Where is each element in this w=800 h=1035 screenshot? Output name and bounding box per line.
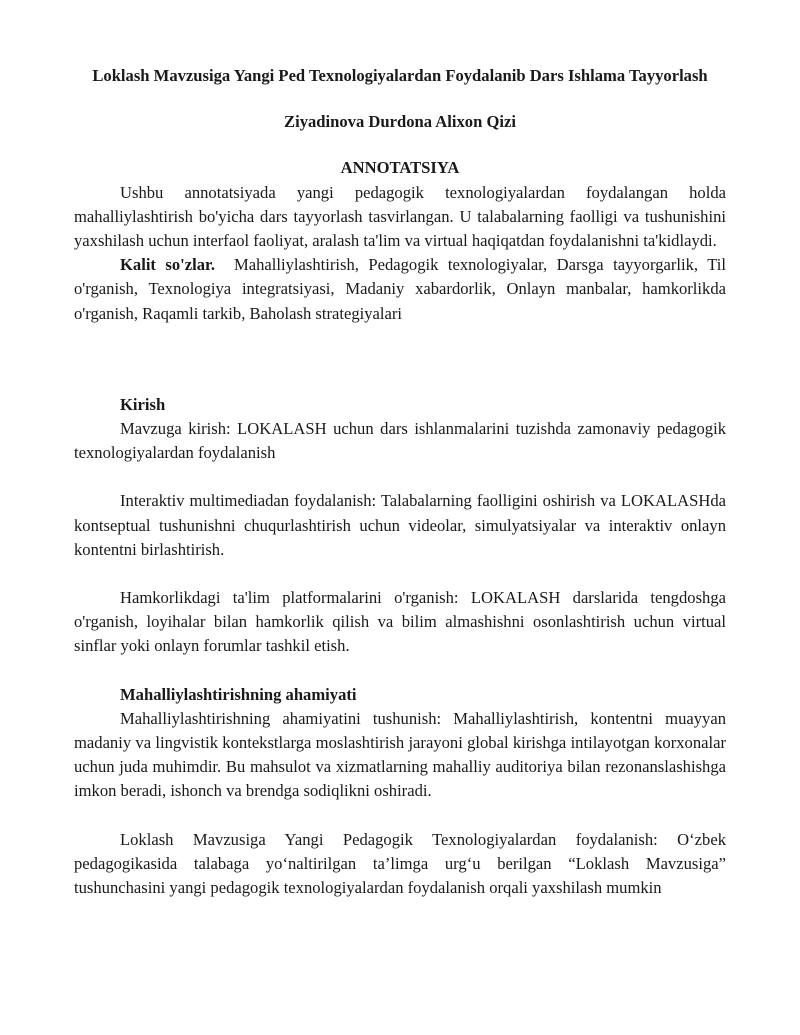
keywords-list: Mahalliylashtirish, Pedagogik texnologiyalar, Darsga tayyorgarlik, Til o'rganish, Texnologiya integratsiyasi, Madaniy xabardorlik, Onlayn manbalar, hamkorlikda o'rganish, Raqamli tarkib, Baholash strategiyalari — [74, 255, 727, 323]
intro-paragraph-2: Interaktiv multimediadan foydalanish: Talabalarning faolligini oshirish va LOKALASHda kontseptual tushunishni chuqurlashtirish uchun videolar, simulyatsiyalar va interaktiv onlayn kontentni birlashtirish. — [74, 491, 726, 559]
paper-title: Loklash Mavzusiga Yangi Ped Texnologiyalardan Foydalanib Dars Ishlama Tayyorlash — [92, 66, 708, 85]
intro-paragraph-3: Hamkorlikdagi ta'lim platformalarini o'rganish: LOKALASH darslarida tengdoshga o'rganish, loyihalar bilan hamkorlik qilish va bilim almashishni osonlashtirish uchun virtual sinflar yoki onlayn forumlar tashkil etish. — [74, 588, 726, 656]
author-name: Ziyadinova Durdona Alixon Qizi — [284, 112, 516, 132]
annotation-heading: ANNOTATSIYA — [340, 158, 460, 178]
intro-paragraph-1: Mavzuga kirish: LOKALASH uchun dars ishlanmalarini tuzishda zamonaviy pedagogik texnologiyalardan foydalanish — [74, 419, 726, 463]
importance-paragraph-1: Mahalliylashtirishning ahamiyatini tushunish: Mahalliylashtirish, kontentni muayyan madaniy va lingvistik kontekstlarga moslashtirish jarayoni global kirishga intilayotgan korxonalar uchun juda muhimdir. Bu mahsulot va xizmatlarning mahalliy auditoriya bilan rezonanslashishga imkon beradi, ishonch va brendga sodiqlikni oshiradi. — [74, 708, 726, 801]
keywords-paragraph — [74, 253, 726, 326]
keywords-label: Kalit so'zlar. — [120, 255, 216, 275]
importance-paragraph-2: Loklash Mavzusiga Yangi Pedagogik Texnologiyalardan foydalanish: O‘zbek pedagogikasida talabaga yo‘naltirilgan ta’limga urg‘u berilgan “Loklash Mavzusiga” tushunchasini yangi pedagogik texnologiyalardan foydalanish orqali yaxshilash mumkin — [74, 829, 726, 898]
section-heading-importance: Mahalliylashtirishning ahamiyati — [120, 684, 357, 704]
annotation-paragraph: Ushbu annotatsiyada yangi pedagogik texnologiyalardan foydalangan holda mahalliylashtirish bo'yicha dars tayyorlash tasvirlangan. U talabalarning faolligi va tushunishini yaxshilash uchun interfaol faoliyat, aralash ta'lim va virtual haqiqatdan foydalanishni ta'kidlaydi. — [74, 182, 726, 251]
section-heading-kirish: Kirish — [120, 394, 166, 414]
document-page — [74, 64, 726, 900]
